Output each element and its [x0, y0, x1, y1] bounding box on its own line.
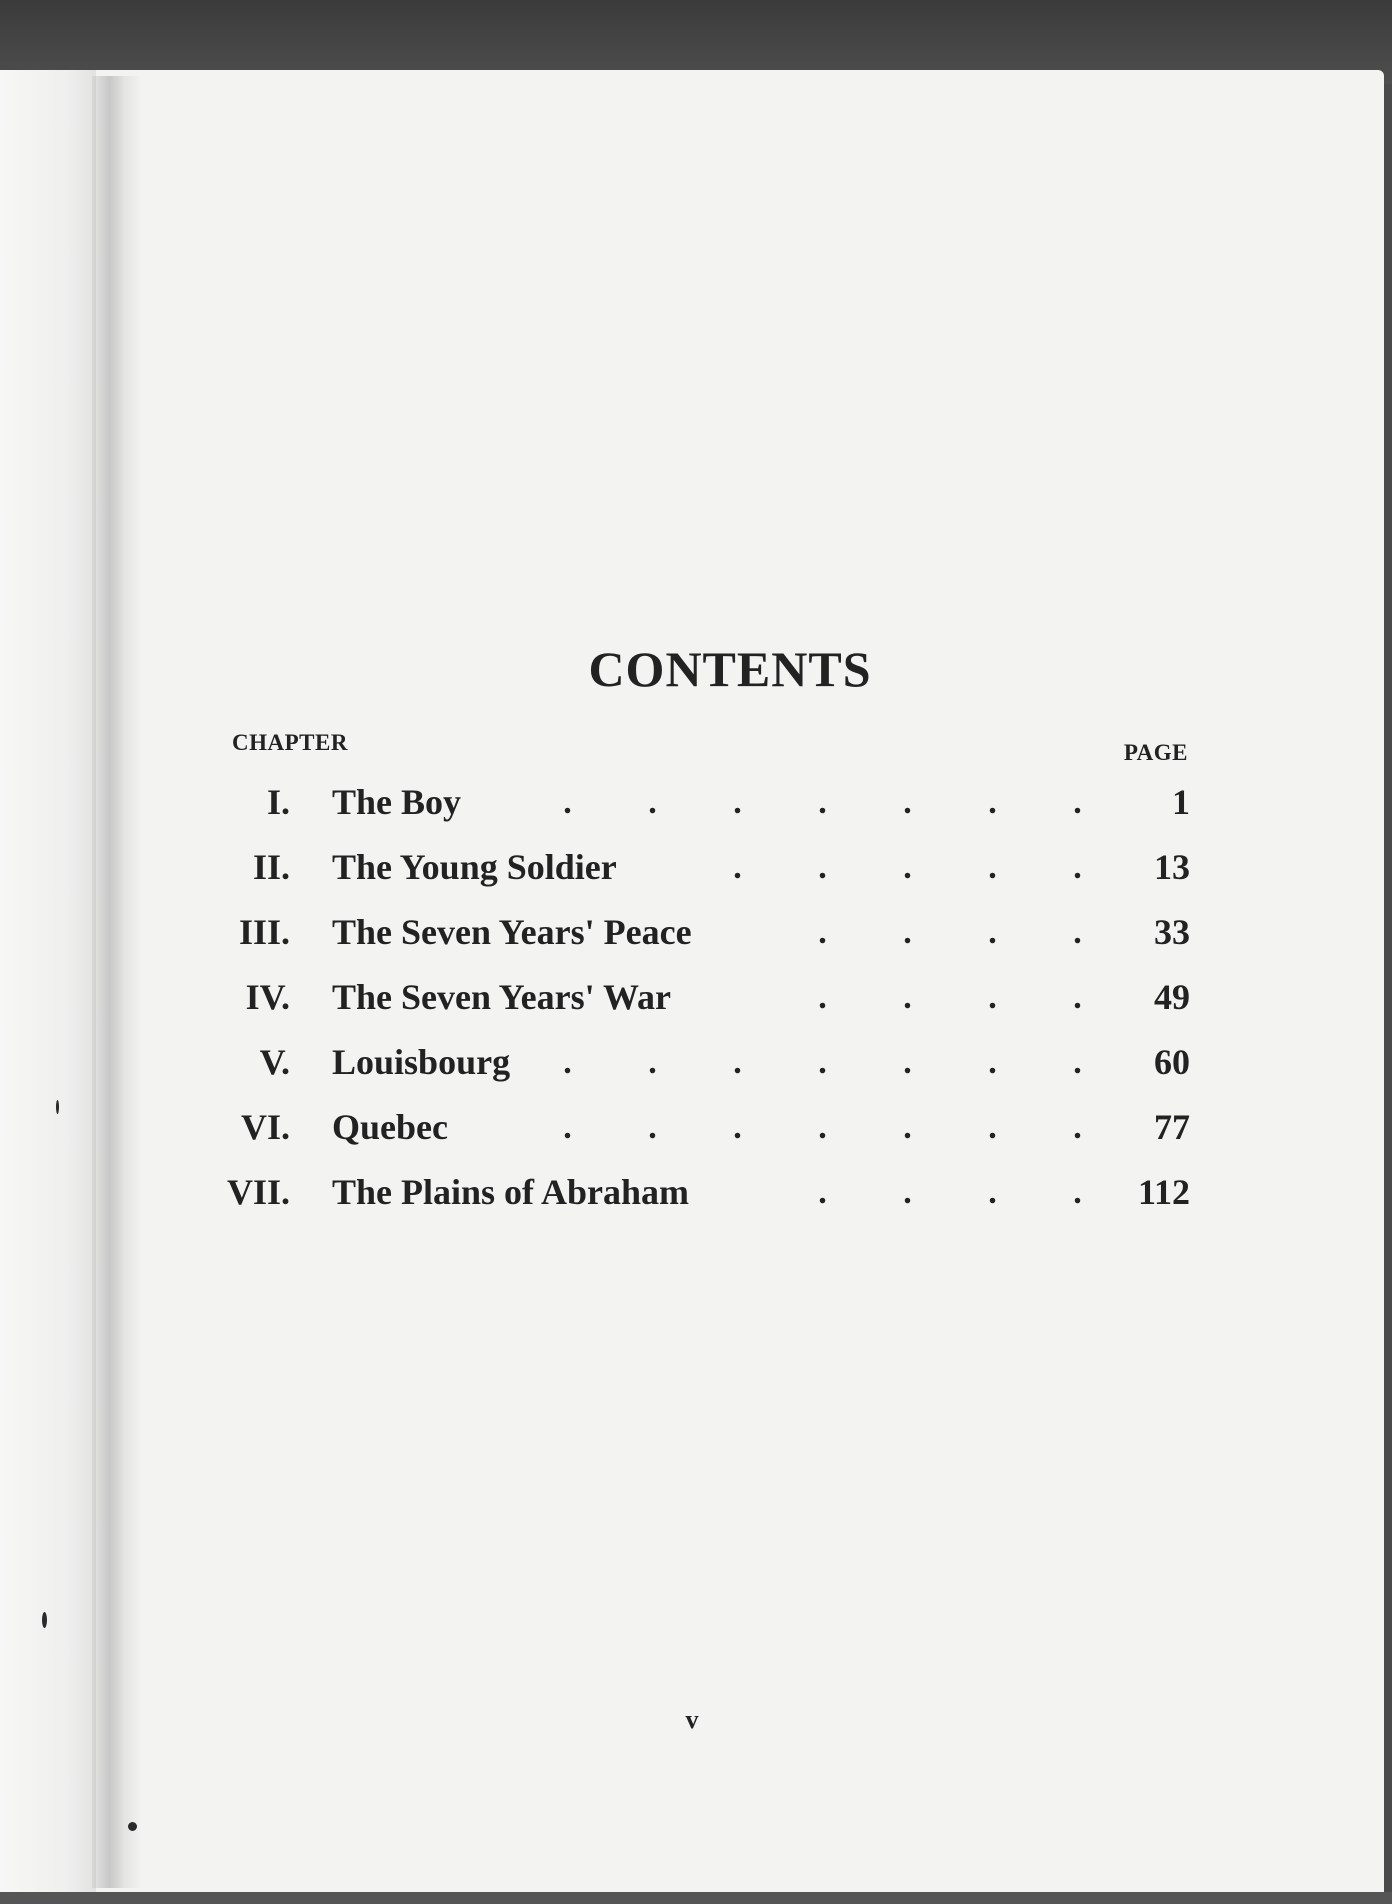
leader-dots: . . . . — [818, 1174, 1082, 1211]
page-number: 13 — [1154, 847, 1190, 887]
page-number: 77 — [1154, 1107, 1190, 1147]
leader-dots: . . . . — [818, 914, 1082, 951]
page-column-header: PAGE — [1123, 740, 1188, 765]
gutter-shadow — [92, 76, 142, 1888]
leader-dots: . . . . . . . — [563, 784, 1082, 821]
leader-dots: . . . . — [818, 979, 1082, 1016]
leader-dots: . . . . . . . — [563, 1044, 1082, 1081]
chapter-numeral: I. — [266, 782, 290, 822]
chapter-numeral: IV. — [245, 977, 290, 1017]
page-number: 60 — [1154, 1042, 1190, 1082]
contents-entry — [220, 1095, 1200, 1160]
contents-entry — [220, 1160, 1200, 1225]
page-number: 33 — [1154, 912, 1190, 952]
scan-background-bottom — [0, 1892, 1392, 1904]
contents-entry — [220, 770, 1200, 835]
contents-entry — [220, 835, 1200, 900]
contents-entry — [220, 900, 1200, 965]
chapter-numeral: VII. — [226, 1172, 290, 1212]
chapter-title: The Young Soldier — [332, 847, 617, 887]
chapter-numeral: VI. — [240, 1107, 290, 1147]
chapter-title: Quebec — [332, 1107, 448, 1147]
chapter-column-header: CHAPTER — [232, 730, 348, 755]
chapter-title: Louisbourg — [332, 1042, 511, 1082]
contents-entry — [220, 1030, 1200, 1095]
chapter-title: The Plains of Abraham — [332, 1172, 690, 1212]
contents-entry — [220, 965, 1200, 1030]
signature-mark: v — [685, 1705, 699, 1734]
ink-speck — [42, 1612, 47, 1628]
chapter-numeral: V. — [259, 1042, 290, 1082]
leader-dots: . . . . . — [733, 849, 1082, 886]
page-number: 49 — [1154, 977, 1190, 1017]
contents-list — [220, 770, 1200, 1225]
leader-dots: . . . . . . . — [563, 1109, 1082, 1146]
facing-page-edge — [0, 70, 96, 1892]
chapter-title: The Seven Years' War — [332, 977, 671, 1017]
contents-heading: CONTENTS — [588, 641, 872, 697]
chapter-numeral: II. — [252, 847, 290, 887]
ink-speck — [56, 1100, 59, 1114]
page-number: 1 — [1172, 782, 1190, 822]
chapter-title: The Seven Years' Peace — [332, 912, 692, 952]
page-number: 112 — [1137, 1172, 1190, 1212]
chapter-title: The Boy — [332, 782, 462, 822]
chapter-numeral: III. — [238, 912, 290, 952]
ink-speck — [128, 1822, 137, 1831]
